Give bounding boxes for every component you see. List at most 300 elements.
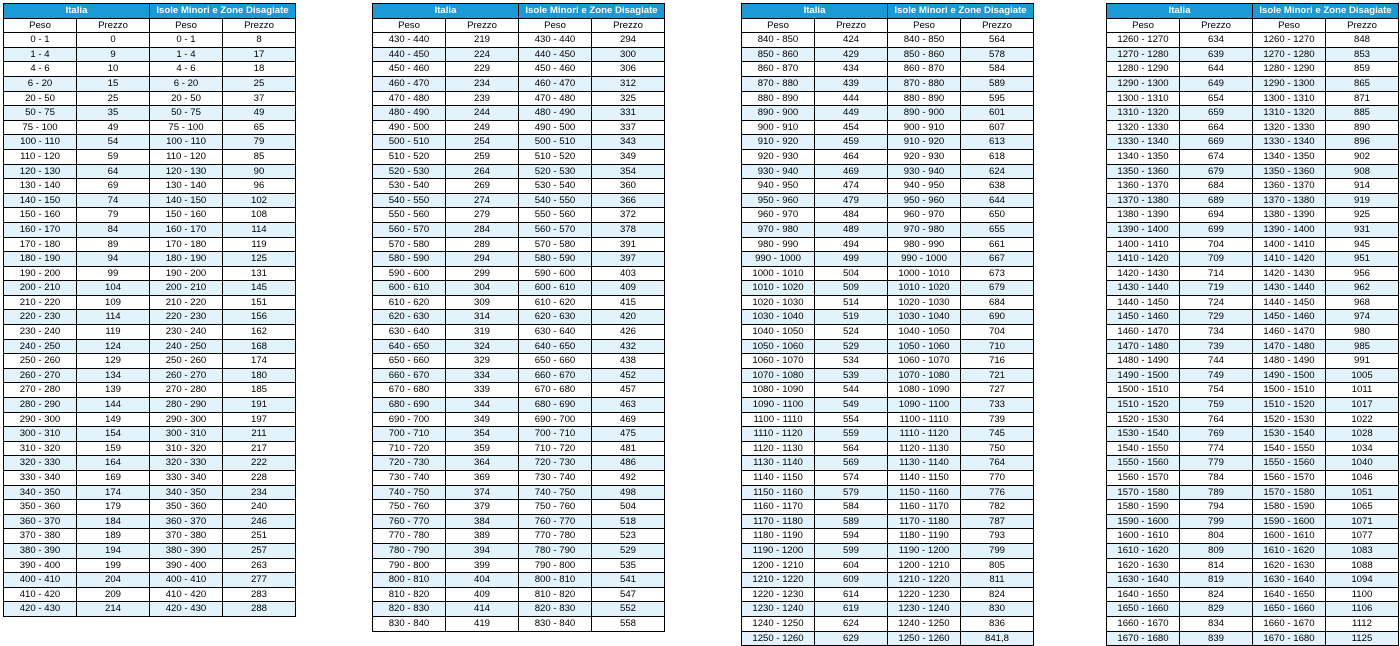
peso-isole-cell: 75 - 100: [150, 120, 223, 135]
peso-column-header: Peso: [150, 18, 223, 33]
peso-italia-cell: 760 - 770: [373, 514, 446, 529]
peso-isole-cell: 370 - 380: [150, 529, 223, 544]
peso-isole-cell: 320 - 330: [150, 456, 223, 471]
prezzo-italia-cell: 324: [446, 339, 519, 354]
group-header-row: [1107, 4, 1399, 19]
table-row: [4, 485, 296, 500]
prezzo-italia-cell: 699: [1180, 222, 1253, 237]
prezzo-italia-cell: 784: [1180, 471, 1253, 486]
table-row: [4, 427, 296, 442]
peso-isole-cell: 760 - 770: [519, 514, 592, 529]
peso-italia-cell: 1370 - 1380: [1107, 193, 1180, 208]
prezzo-italia-cell: 564: [815, 441, 888, 456]
table-row: [1107, 339, 1399, 354]
prezzo-italia-cell: 314: [446, 310, 519, 325]
prezzo-italia-cell: 99: [77, 266, 150, 281]
peso-italia-cell: 640 - 650: [373, 339, 446, 354]
peso-italia-cell: 50 - 75: [4, 106, 77, 121]
prezzo-isole-cell: 787: [961, 514, 1034, 529]
table-row: [373, 529, 665, 544]
peso-italia-cell: 790 - 800: [373, 558, 446, 573]
peso-isole-cell: 1150 - 1160: [888, 485, 961, 500]
peso-italia-cell: 75 - 100: [4, 120, 77, 135]
table-row: [4, 412, 296, 427]
table-row: [742, 76, 1034, 91]
peso-italia-cell: 1280 - 1290: [1107, 62, 1180, 77]
prezzo-isole-cell: 228: [223, 471, 296, 486]
peso-italia-cell: 100 - 110: [4, 135, 77, 150]
peso-italia-cell: 870 - 880: [742, 76, 815, 91]
peso-italia-cell: 250 - 260: [4, 354, 77, 369]
peso-isole-cell: 1490 - 1500: [1253, 368, 1326, 383]
prezzo-italia-cell: 799: [1180, 514, 1253, 529]
table-row: [1107, 91, 1399, 106]
table-row: [4, 193, 296, 208]
prezzo-isole-cell: 438: [592, 354, 665, 369]
peso-italia-cell: 130 - 140: [4, 179, 77, 194]
prezzo-italia-cell: 25: [77, 91, 150, 106]
prezzo-isole-cell: 836: [961, 616, 1034, 631]
prezzo-isole-cell: 85: [223, 149, 296, 164]
peso-italia-cell: 610 - 620: [373, 295, 446, 310]
peso-italia-cell: 180 - 190: [4, 252, 77, 267]
peso-italia-cell: 1190 - 1200: [742, 543, 815, 558]
peso-isole-cell: 1180 - 1190: [888, 529, 961, 544]
peso-isole-cell: 1060 - 1070: [888, 354, 961, 369]
peso-isole-cell: 970 - 980: [888, 222, 961, 237]
prezzo-isole-cell: 607: [961, 120, 1034, 135]
peso-isole-cell: 100 - 110: [150, 135, 223, 150]
peso-italia-cell: 200 - 210: [4, 281, 77, 296]
peso-isole-cell: 1600 - 1610: [1253, 529, 1326, 544]
table-row: [4, 135, 296, 150]
prezzo-isole-cell: 234: [223, 485, 296, 500]
peso-isole-cell: 1120 - 1130: [888, 441, 961, 456]
isole-header: Isole Minori e Zone Disagiate: [519, 4, 665, 19]
prezzo-italia-cell: 454: [815, 120, 888, 135]
table-row: [1107, 33, 1399, 48]
prezzo-isole-cell: 564: [961, 33, 1034, 48]
prezzo-italia-cell: 109: [77, 295, 150, 310]
prezzo-italia-cell: 664: [1180, 120, 1253, 135]
prezzo-isole-cell: 251: [223, 529, 296, 544]
peso-italia-cell: 510 - 520: [373, 149, 446, 164]
prezzo-italia-cell: 629: [815, 631, 888, 646]
peso-isole-cell: 1110 - 1120: [888, 427, 961, 442]
isole-header: Isole Minori e Zone Disagiate: [1253, 4, 1399, 19]
prezzo-italia-cell: 174: [77, 485, 150, 500]
prezzo-italia-cell: 234: [446, 76, 519, 91]
italia-header: Italia: [1107, 4, 1253, 19]
peso-italia-cell: 320 - 330: [4, 456, 77, 471]
peso-isole-cell: 1520 - 1530: [1253, 412, 1326, 427]
peso-isole-cell: 1210 - 1220: [888, 573, 961, 588]
peso-italia-cell: 110 - 120: [4, 149, 77, 164]
peso-isole-cell: 840 - 850: [888, 33, 961, 48]
peso-isole-cell: 690 - 700: [519, 412, 592, 427]
prezzo-italia-cell: 224: [446, 47, 519, 62]
prezzo-italia-cell: 489: [815, 222, 888, 237]
prezzo-italia-cell: 49: [77, 120, 150, 135]
peso-isole-cell: 330 - 340: [150, 471, 223, 486]
peso-italia-cell: 170 - 180: [4, 237, 77, 252]
table-row: [742, 587, 1034, 602]
prezzo-italia-cell: 94: [77, 252, 150, 267]
peso-isole-cell: 1360 - 1370: [1253, 179, 1326, 194]
prezzo-isole-cell: 391: [592, 237, 665, 252]
table-row: [373, 471, 665, 486]
table-row: [4, 164, 296, 179]
peso-italia-cell: 1490 - 1500: [1107, 368, 1180, 383]
prezzo-italia-cell: 704: [1180, 237, 1253, 252]
prezzo-isole-cell: 475: [592, 427, 665, 442]
table-row: [4, 281, 296, 296]
peso-isole-cell: 1320 - 1330: [1253, 120, 1326, 135]
table-row: [373, 543, 665, 558]
prezzo-italia-cell: 469: [815, 164, 888, 179]
peso-italia-cell: 730 - 740: [373, 471, 446, 486]
peso-italia-cell: 890 - 900: [742, 106, 815, 121]
peso-italia-cell: 550 - 560: [373, 208, 446, 223]
prezzo-isole-cell: 222: [223, 456, 296, 471]
peso-italia-cell: 260 - 270: [4, 368, 77, 383]
table-row: [742, 500, 1034, 515]
table-row: [373, 500, 665, 515]
peso-italia-cell: 940 - 950: [742, 179, 815, 194]
peso-italia-cell: 900 - 910: [742, 120, 815, 135]
prezzo-italia-cell: 584: [815, 500, 888, 515]
prezzo-isole-cell: 824: [961, 587, 1034, 602]
table-row: [742, 164, 1034, 179]
table-row: [1107, 471, 1399, 486]
peso-isole-cell: 820 - 830: [519, 602, 592, 617]
prezzo-isole-cell: 8: [223, 33, 296, 48]
prezzo-isole-cell: 1022: [1326, 412, 1399, 427]
prezzo-isole-cell: 865: [1326, 76, 1399, 91]
peso-isole-cell: 1010 - 1020: [888, 281, 961, 296]
prezzo-isole-cell: 710: [961, 339, 1034, 354]
prezzo-italia-cell: 809: [1180, 543, 1253, 558]
peso-isole-cell: 770 - 780: [519, 529, 592, 544]
prezzo-italia-cell: 554: [815, 412, 888, 427]
prezzo-italia-cell: 64: [77, 164, 150, 179]
prezzo-italia-cell: 739: [1180, 339, 1253, 354]
prezzo-isole-cell: 841,8: [961, 631, 1034, 646]
prezzo-italia-cell: 379: [446, 500, 519, 515]
peso-isole-cell: 1460 - 1470: [1253, 325, 1326, 340]
peso-italia-cell: 1120 - 1130: [742, 441, 815, 456]
prezzo-column-header: Prezzo: [815, 18, 888, 33]
table-row: [1107, 456, 1399, 471]
prezzo-isole-cell: 191: [223, 398, 296, 413]
table-row: [373, 325, 665, 340]
table-row: [373, 310, 665, 325]
peso-isole-cell: 1420 - 1430: [1253, 266, 1326, 281]
prezzo-isole-cell: 337: [592, 120, 665, 135]
prezzo-italia-cell: 199: [77, 558, 150, 573]
peso-isole-cell: 460 - 470: [519, 76, 592, 91]
prezzo-isole-cell: 90: [223, 164, 296, 179]
prezzo-italia-cell: 744: [1180, 354, 1253, 369]
peso-italia-cell: 1640 - 1650: [1107, 587, 1180, 602]
table-row: [1107, 120, 1399, 135]
prezzo-isole-cell: 457: [592, 383, 665, 398]
prezzo-italia-cell: 9: [77, 47, 150, 62]
column-header-row: [742, 18, 1034, 33]
peso-column-header: Peso: [742, 18, 815, 33]
table-row: [4, 529, 296, 544]
prezzo-italia-cell: 84: [77, 222, 150, 237]
prezzo-isole-cell: 782: [961, 500, 1034, 515]
prezzo-column-header: Prezzo: [223, 18, 296, 33]
peso-italia-cell: 1050 - 1060: [742, 339, 815, 354]
prezzo-isole-cell: 498: [592, 485, 665, 500]
prezzo-isole-cell: 469: [592, 412, 665, 427]
peso-isole-cell: 1370 - 1380: [1253, 193, 1326, 208]
peso-isole-cell: 410 - 420: [150, 587, 223, 602]
peso-italia-cell: 840 - 850: [742, 33, 815, 48]
peso-italia-cell: 1530 - 1540: [1107, 427, 1180, 442]
prezzo-isole-cell: 108: [223, 208, 296, 223]
peso-italia-cell: 850 - 860: [742, 47, 815, 62]
table-row: [373, 427, 665, 442]
prezzo-italia-cell: 414: [446, 602, 519, 617]
prezzo-italia-cell: 689: [1180, 193, 1253, 208]
prezzo-isole-cell: 679: [961, 281, 1034, 296]
peso-isole-cell: 1140 - 1150: [888, 471, 961, 486]
peso-isole-cell: 1540 - 1550: [1253, 441, 1326, 456]
prezzo-isole-cell: 145: [223, 281, 296, 296]
peso-italia-cell: 1110 - 1120: [742, 427, 815, 442]
prezzo-isole-cell: 306: [592, 62, 665, 77]
prezzo-italia-cell: 154: [77, 427, 150, 442]
peso-italia-cell: 1430 - 1440: [1107, 281, 1180, 296]
prezzo-isole-cell: 79: [223, 135, 296, 150]
table-row: [742, 193, 1034, 208]
prezzo-isole-cell: 673: [961, 266, 1034, 281]
peso-italia-cell: 1450 - 1460: [1107, 310, 1180, 325]
peso-isole-cell: 520 - 530: [519, 164, 592, 179]
prezzo-isole-cell: 805: [961, 558, 1034, 573]
peso-italia-cell: 520 - 530: [373, 164, 446, 179]
prezzo-italia-cell: 69: [77, 179, 150, 194]
table-row: [1107, 558, 1399, 573]
peso-italia-cell: 230 - 240: [4, 325, 77, 340]
prezzo-italia-cell: 679: [1180, 164, 1253, 179]
peso-italia-cell: 1580 - 1590: [1107, 500, 1180, 515]
peso-italia-cell: 310 - 320: [4, 441, 77, 456]
prezzo-isole-cell: 1083: [1326, 543, 1399, 558]
peso-isole-cell: 1300 - 1310: [1253, 91, 1326, 106]
prezzo-isole-cell: 776: [961, 485, 1034, 500]
prezzo-italia-cell: 519: [815, 310, 888, 325]
prezzo-isole-cell: 96: [223, 179, 296, 194]
peso-italia-cell: 480 - 490: [373, 106, 446, 121]
table-row: [373, 266, 665, 281]
peso-italia-cell: 680 - 690: [373, 398, 446, 413]
prezzo-italia-cell: 74: [77, 193, 150, 208]
prezzo-isole-cell: 885: [1326, 106, 1399, 121]
peso-italia-cell: 1670 - 1680: [1107, 631, 1180, 646]
prezzo-isole-cell: 168: [223, 339, 296, 354]
prezzo-isole-cell: 197: [223, 412, 296, 427]
prezzo-italia-cell: 404: [446, 573, 519, 588]
prezzo-italia-cell: 834: [1180, 616, 1253, 631]
table-row: [373, 222, 665, 237]
peso-column-header: Peso: [4, 18, 77, 33]
prezzo-isole-cell: 452: [592, 368, 665, 383]
peso-isole-cell: 540 - 550: [519, 193, 592, 208]
table-row: [373, 587, 665, 602]
table-row: [742, 558, 1034, 573]
peso-italia-cell: 20 - 50: [4, 91, 77, 106]
peso-isole-cell: 600 - 610: [519, 281, 592, 296]
peso-isole-cell: 210 - 220: [150, 295, 223, 310]
peso-isole-cell: 950 - 960: [888, 193, 961, 208]
prezzo-italia-cell: 419: [446, 616, 519, 631]
prezzo-italia-cell: 569: [815, 456, 888, 471]
prezzo-italia-cell: 139: [77, 383, 150, 398]
peso-isole-cell: 500 - 510: [519, 135, 592, 150]
table-row: [1107, 514, 1399, 529]
prezzo-isole-cell: 415: [592, 295, 665, 310]
prezzo-isole-cell: 618: [961, 149, 1034, 164]
prezzo-italia-cell: 294: [446, 252, 519, 267]
prezzo-isole-cell: 931: [1326, 222, 1399, 237]
prezzo-italia-cell: 434: [815, 62, 888, 77]
prezzo-italia-cell: 329: [446, 354, 519, 369]
prezzo-italia-cell: 349: [446, 412, 519, 427]
prezzo-italia-cell: 764: [1180, 412, 1253, 427]
prezzo-isole-cell: 690: [961, 310, 1034, 325]
peso-isole-cell: 1270 - 1280: [1253, 47, 1326, 62]
table-row: [373, 368, 665, 383]
peso-italia-cell: 470 - 480: [373, 91, 446, 106]
peso-isole-cell: 490 - 500: [519, 120, 592, 135]
prezzo-isole-cell: 1100: [1326, 587, 1399, 602]
table-row: [373, 62, 665, 77]
table-row: [742, 441, 1034, 456]
table-row: [742, 281, 1034, 296]
prezzo-isole-cell: 589: [961, 76, 1034, 91]
prezzo-italia-cell: 124: [77, 339, 150, 354]
table-row: [742, 543, 1034, 558]
peso-isole-cell: 1660 - 1670: [1253, 616, 1326, 631]
table-row: [1107, 266, 1399, 281]
peso-isole-cell: 1610 - 1620: [1253, 543, 1326, 558]
peso-italia-cell: 1180 - 1190: [742, 529, 815, 544]
peso-column-header: Peso: [519, 18, 592, 33]
peso-isole-cell: 830 - 840: [519, 616, 592, 631]
peso-isole-cell: 700 - 710: [519, 427, 592, 442]
prezzo-italia-cell: 794: [1180, 500, 1253, 515]
peso-italia-cell: 1170 - 1180: [742, 514, 815, 529]
prezzo-italia-cell: 514: [815, 295, 888, 310]
table-row: [4, 295, 296, 310]
table-row: [373, 164, 665, 179]
peso-isole-cell: 940 - 950: [888, 179, 961, 194]
peso-isole-cell: 1390 - 1400: [1253, 222, 1326, 237]
peso-isole-cell: 250 - 260: [150, 354, 223, 369]
table-row: [4, 266, 296, 281]
peso-italia-cell: 210 - 220: [4, 295, 77, 310]
peso-italia-cell: 0 - 1: [4, 33, 77, 48]
prezzo-italia-cell: 0: [77, 33, 150, 48]
prezzo-isole-cell: 360: [592, 179, 665, 194]
peso-isole-cell: 1030 - 1040: [888, 310, 961, 325]
prezzo-italia-cell: 579: [815, 485, 888, 500]
prezzo-italia-cell: 729: [1180, 310, 1253, 325]
table-row: [742, 222, 1034, 237]
table-row: [1107, 602, 1399, 617]
prezzo-italia-cell: 299: [446, 266, 519, 281]
peso-isole-cell: 0 - 1: [150, 33, 223, 48]
peso-italia-cell: 700 - 710: [373, 427, 446, 442]
prezzo-italia-cell: 684: [1180, 179, 1253, 194]
peso-isole-cell: 730 - 740: [519, 471, 592, 486]
table-row: [373, 281, 665, 296]
peso-isole-cell: 1020 - 1030: [888, 295, 961, 310]
peso-italia-cell: 1360 - 1370: [1107, 179, 1180, 194]
peso-isole-cell: 1230 - 1240: [888, 602, 961, 617]
prezzo-italia-cell: 499: [815, 252, 888, 267]
prezzo-italia-cell: 339: [446, 383, 519, 398]
peso-italia-cell: 1070 - 1080: [742, 368, 815, 383]
prezzo-isole-cell: 980: [1326, 325, 1399, 340]
prezzo-isole-cell: 945: [1326, 237, 1399, 252]
peso-isole-cell: 1100 - 1110: [888, 412, 961, 427]
prezzo-isole-cell: 584: [961, 62, 1034, 77]
peso-italia-cell: 420 - 430: [4, 602, 77, 617]
prezzo-isole-cell: 1094: [1326, 573, 1399, 588]
peso-italia-cell: 980 - 990: [742, 237, 815, 252]
peso-isole-cell: 590 - 600: [519, 266, 592, 281]
peso-isole-cell: 1290 - 1300: [1253, 76, 1326, 91]
peso-isole-cell: 1530 - 1540: [1253, 427, 1326, 442]
peso-italia-cell: 1560 - 1570: [1107, 471, 1180, 486]
prezzo-italia-cell: 289: [446, 237, 519, 252]
peso-italia-cell: 6 - 20: [4, 76, 77, 91]
group-header-row: [373, 4, 665, 19]
isole-header: Isole Minori e Zone Disagiate: [150, 4, 296, 19]
peso-isole-cell: 430 - 440: [519, 33, 592, 48]
prezzo-italia-cell: 839: [1180, 631, 1253, 646]
prezzo-isole-cell: 1040: [1326, 456, 1399, 471]
prezzo-italia-cell: 719: [1180, 281, 1253, 296]
peso-isole-cell: 110 - 120: [150, 149, 223, 164]
peso-isole-cell: 440 - 450: [519, 47, 592, 62]
prezzo-italia-cell: 259: [446, 149, 519, 164]
peso-italia-cell: 190 - 200: [4, 266, 77, 281]
peso-isole-cell: 920 - 930: [888, 149, 961, 164]
prezzo-italia-cell: 769: [1180, 427, 1253, 442]
peso-isole-cell: 1070 - 1080: [888, 368, 961, 383]
prezzo-italia-cell: 189: [77, 529, 150, 544]
group-header-row: [4, 4, 296, 19]
table-row: [742, 427, 1034, 442]
price-table-1: [3, 3, 296, 617]
prezzo-italia-cell: 344: [446, 398, 519, 413]
prezzo-italia-cell: 229: [446, 62, 519, 77]
peso-italia-cell: 1290 - 1300: [1107, 76, 1180, 91]
prezzo-italia-cell: 104: [77, 281, 150, 296]
prezzo-isole-cell: 185: [223, 383, 296, 398]
prezzo-column-header: Prezzo: [961, 18, 1034, 33]
peso-italia-cell: 290 - 300: [4, 412, 77, 427]
prezzo-isole-cell: 37: [223, 91, 296, 106]
table-row: [373, 91, 665, 106]
peso-isole-cell: 1130 - 1140: [888, 456, 961, 471]
